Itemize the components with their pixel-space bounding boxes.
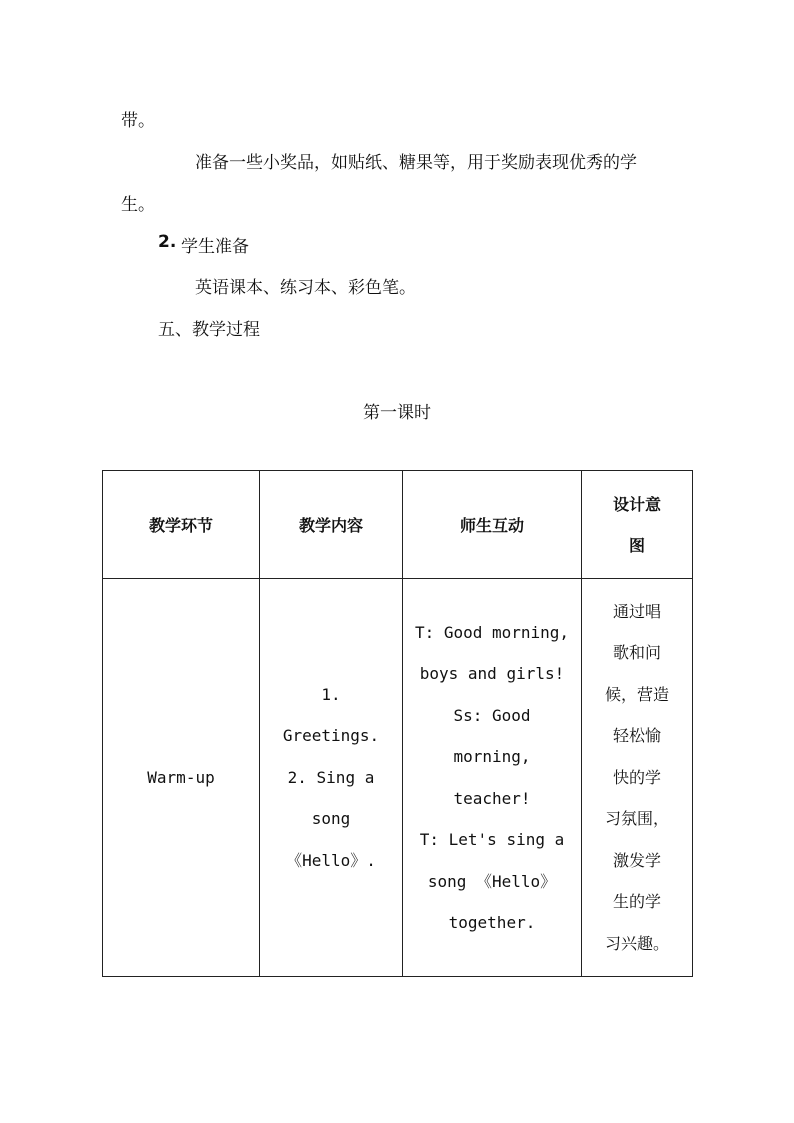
interaction-line: teacher! xyxy=(453,788,531,808)
list-item-heading: 学生准备 xyxy=(181,237,249,257)
content-line: 2. Sing a xyxy=(287,767,375,787)
content-line: 《Hello》. xyxy=(286,850,376,870)
header-interaction: 师生互动 xyxy=(403,471,582,579)
cell-interaction xyxy=(403,579,582,977)
list-item-number: 2. xyxy=(158,232,177,252)
interaction-line: T: Good morning, xyxy=(414,622,570,642)
paragraph-line-2: 准备一些小奖品，如贴纸、糖果等，用于奖励表现优秀的学 xyxy=(195,153,637,173)
interaction-line: T: Let's sing a xyxy=(419,830,565,849)
table-row xyxy=(103,579,693,977)
cell-content xyxy=(260,579,403,977)
lesson-title: 第一课时 xyxy=(363,403,431,423)
intent-line: 习兴趣。 xyxy=(604,933,669,953)
header-intent-line-2: 图 xyxy=(628,535,645,555)
cell-stage: Warm-up xyxy=(103,579,260,977)
table-header-row xyxy=(103,471,693,579)
content-line: Greetings. xyxy=(282,726,380,746)
interaction-line: Ss: Good xyxy=(453,705,531,725)
intent-line: 激发学 xyxy=(612,850,661,870)
content-line: 1. xyxy=(321,684,341,704)
paragraph-line-5: 英语课本、练习本、彩色笔。 xyxy=(195,278,416,298)
interaction-line: together. xyxy=(448,913,536,932)
paragraph-line-1: 带。 xyxy=(121,111,155,131)
header-intent-line-1: 设计意 xyxy=(612,494,661,514)
content-line: song xyxy=(311,809,351,829)
intent-line: 习氛围， xyxy=(604,809,669,829)
cell-intent xyxy=(582,579,693,977)
header-stage: 教学环节 xyxy=(103,471,260,579)
intent-line: 快的学 xyxy=(612,767,661,787)
lesson-table xyxy=(102,470,693,977)
interaction-line: morning, xyxy=(453,747,531,766)
interaction-line: boys and girls! xyxy=(419,664,565,683)
intent-line: 候，营造 xyxy=(604,684,669,704)
intent-line: 歌和问 xyxy=(612,643,661,663)
header-intent xyxy=(582,471,693,579)
paragraph-line-3: 生。 xyxy=(121,195,155,215)
section-heading: 五、教学过程 xyxy=(158,320,260,340)
intent-line: 生的学 xyxy=(612,892,661,912)
interaction-line: song 《Hello》 xyxy=(427,871,557,891)
intent-line: 轻松愉 xyxy=(612,726,661,746)
intent-line: 通过唱 xyxy=(612,601,661,621)
header-content: 教学内容 xyxy=(260,471,403,579)
